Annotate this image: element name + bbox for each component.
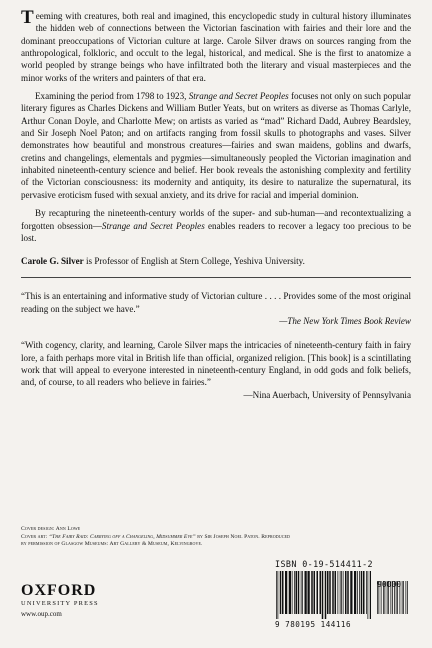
barcode-bar <box>294 571 295 614</box>
barcode-bar <box>366 571 367 614</box>
book-title-italic: Strange and Secret Peoples <box>101 220 205 231</box>
publisher-url: www.oup.com <box>21 610 62 618</box>
author-name: Carole G. Silver <box>21 256 84 267</box>
cover-art-label: Cover art: <box>21 533 49 540</box>
barcode-bar <box>325 571 327 619</box>
barcode-bar <box>343 571 344 614</box>
review-quote-1: “This is an entertaining and informative study of Victorian culture . . . . Provides some of the most original reading on the subject we have.” <box>21 291 411 314</box>
barcode-bar <box>338 571 339 614</box>
publisher-logo <box>21 582 141 619</box>
ean-barcode <box>275 571 371 619</box>
barcode-bar <box>347 571 349 614</box>
barcode-bar <box>298 571 300 614</box>
review-quote-2: “With cogency, clarity, and learning, Carole Silver maps the intricacies of nineteenth-century faith in fairy lore, a faith perhaps more vital in British life than official, organized religion. [This book] is a scintillating work that will appeal to everyone interested in nineteenth-century England, in odd gods and folk beliefs, and, of course, to all readers who believe in fairies.” <box>21 340 411 388</box>
barcode-bar <box>359 571 360 614</box>
barcode-bar <box>320 571 322 614</box>
barcode-bar <box>407 581 408 614</box>
description-paragraph-1 <box>21 7 411 84</box>
barcode-bar <box>314 571 316 614</box>
addon-code: 90000 <box>377 580 402 589</box>
publisher-subname: UNIVERSITY PRESS <box>21 600 99 607</box>
review-source-1: —The New York Times Book Review <box>279 315 411 326</box>
book-title-italic: Strange and Secret Peoples <box>188 91 289 102</box>
cover-credits <box>21 526 291 549</box>
barcode-bar <box>368 571 369 619</box>
barcode-bar <box>370 571 371 619</box>
barcode-bar <box>354 571 356 614</box>
barcode-bar <box>322 571 324 619</box>
barcode-bar <box>340 571 341 614</box>
barcode-bar <box>406 581 407 614</box>
barcode-bar <box>335 571 337 614</box>
barcode-bar <box>308 571 310 614</box>
barcode-bar <box>296 571 298 614</box>
author-bio-text: is Professor of English at Stern College, Yeshiva University. <box>83 256 305 267</box>
cover-design-credit: Cover design: Ann Lowe <box>21 526 81 532</box>
drop-cap: T <box>21 7 34 28</box>
paragraph-2-text-a: Examining the period from 1798 to 1923, <box>35 91 189 102</box>
barcode-bar <box>305 571 307 614</box>
barcode-bar <box>292 571 293 614</box>
barcode-bar <box>301 571 302 614</box>
barcode-bar <box>276 571 277 619</box>
barcode-bar <box>285 571 287 614</box>
barcode-bar <box>363 571 365 614</box>
barcode-bar <box>402 581 403 614</box>
isbn-barcode-block <box>275 559 415 629</box>
cover-art-title: “The Fairy Raid: Carrying off a Changeling, Midsummer Eve” <box>48 533 196 540</box>
barcode-bar <box>317 571 319 614</box>
barcode-number: 9 780195 144116 <box>275 620 352 629</box>
barcode-bar <box>278 571 279 619</box>
publisher-name: OXFORD <box>21 582 97 599</box>
barcode-bar <box>329 571 331 614</box>
cover-art-credit <box>21 534 291 549</box>
description-paragraph-3 <box>21 207 411 244</box>
barcode-bar <box>332 571 334 614</box>
divider <box>21 277 411 278</box>
author-bio <box>21 255 411 267</box>
barcode-bar <box>289 571 291 614</box>
barcode-bar <box>350 571 352 614</box>
barcode-bar <box>302 571 303 614</box>
barcode-bar <box>280 571 282 614</box>
barcode-bar <box>361 571 363 614</box>
barcode-bar <box>327 571 329 614</box>
paragraph-2-text-b: focuses not only on such popular literary figures as Charles Dickens and William Butler Yeats, but on writers as diverse as Thomas Carlyle, Arthur Conan Doyle, and Charlotte Mew; on artists as varied as “mad” Richard Dadd, Aubrey Beardsley, and Sir Joseph Noel Paton; and on artifacts ranging from fossil skulls to photographs and vases. Silver demonstrates how beautiful and monstrous creatures—fairies and swan maidens, goblins and dwarfs, cretins and changelings, elementals and pygmies—simultaneously peopled the Victorian imagination and inhabited nineteenth-century science and belief. Her book reveals the astonishing complexity and fertility of the Victorian consciousness: its modernity and antiquity, its desire to naturalize the supernatural, its pervasive eroticism fused with sexual anxiety, and its drive for racial and imperial dominion. <box>21 91 412 200</box>
review-source-2: —Nina Auerbach, University of Pennsylvania <box>243 389 411 400</box>
paragraph-3-text-a: By recapturing the nineteenth-century worlds of the super- and sub-human—and recontextualizing a forgotten obsession— <box>21 208 411 231</box>
barcode-bar <box>341 571 342 614</box>
barcode-bar <box>282 571 284 614</box>
barcode-bar <box>345 571 347 614</box>
isbn-number: ISBN 0-19-514411-2 <box>275 559 373 569</box>
barcode-bar <box>311 571 313 614</box>
paragraph-1-text: eeming with creatures, both real and imagined, this encyclopedic study in cultural history illuminates the hidden web of connections between the Victorian fascination with fairies and their lore and the dominant preoccupations of Victorian culture at large. Carole Silver draws on sources ranging from the anthropological, folkloric, and occult to the legal, historical, and medical. She is the first to anatomize a world peopled by strange beings who have infiltrated both the literary and visual masterpieces and the minor works of the writers and painters of that era. <box>21 11 411 83</box>
paragraph-3-text-b: enables readers to recover a legacy too precious to be lost. <box>21 220 412 243</box>
cover-art-rest: by Sir Joseph Noel Paton. Reproduced by permission of Glasgow Museums: Art Gallery & Museum, Kelvingrove. <box>21 533 291 548</box>
description-paragraph-2 <box>21 90 411 201</box>
barcode-bar <box>403 581 404 614</box>
barcode-bar <box>357 571 358 614</box>
